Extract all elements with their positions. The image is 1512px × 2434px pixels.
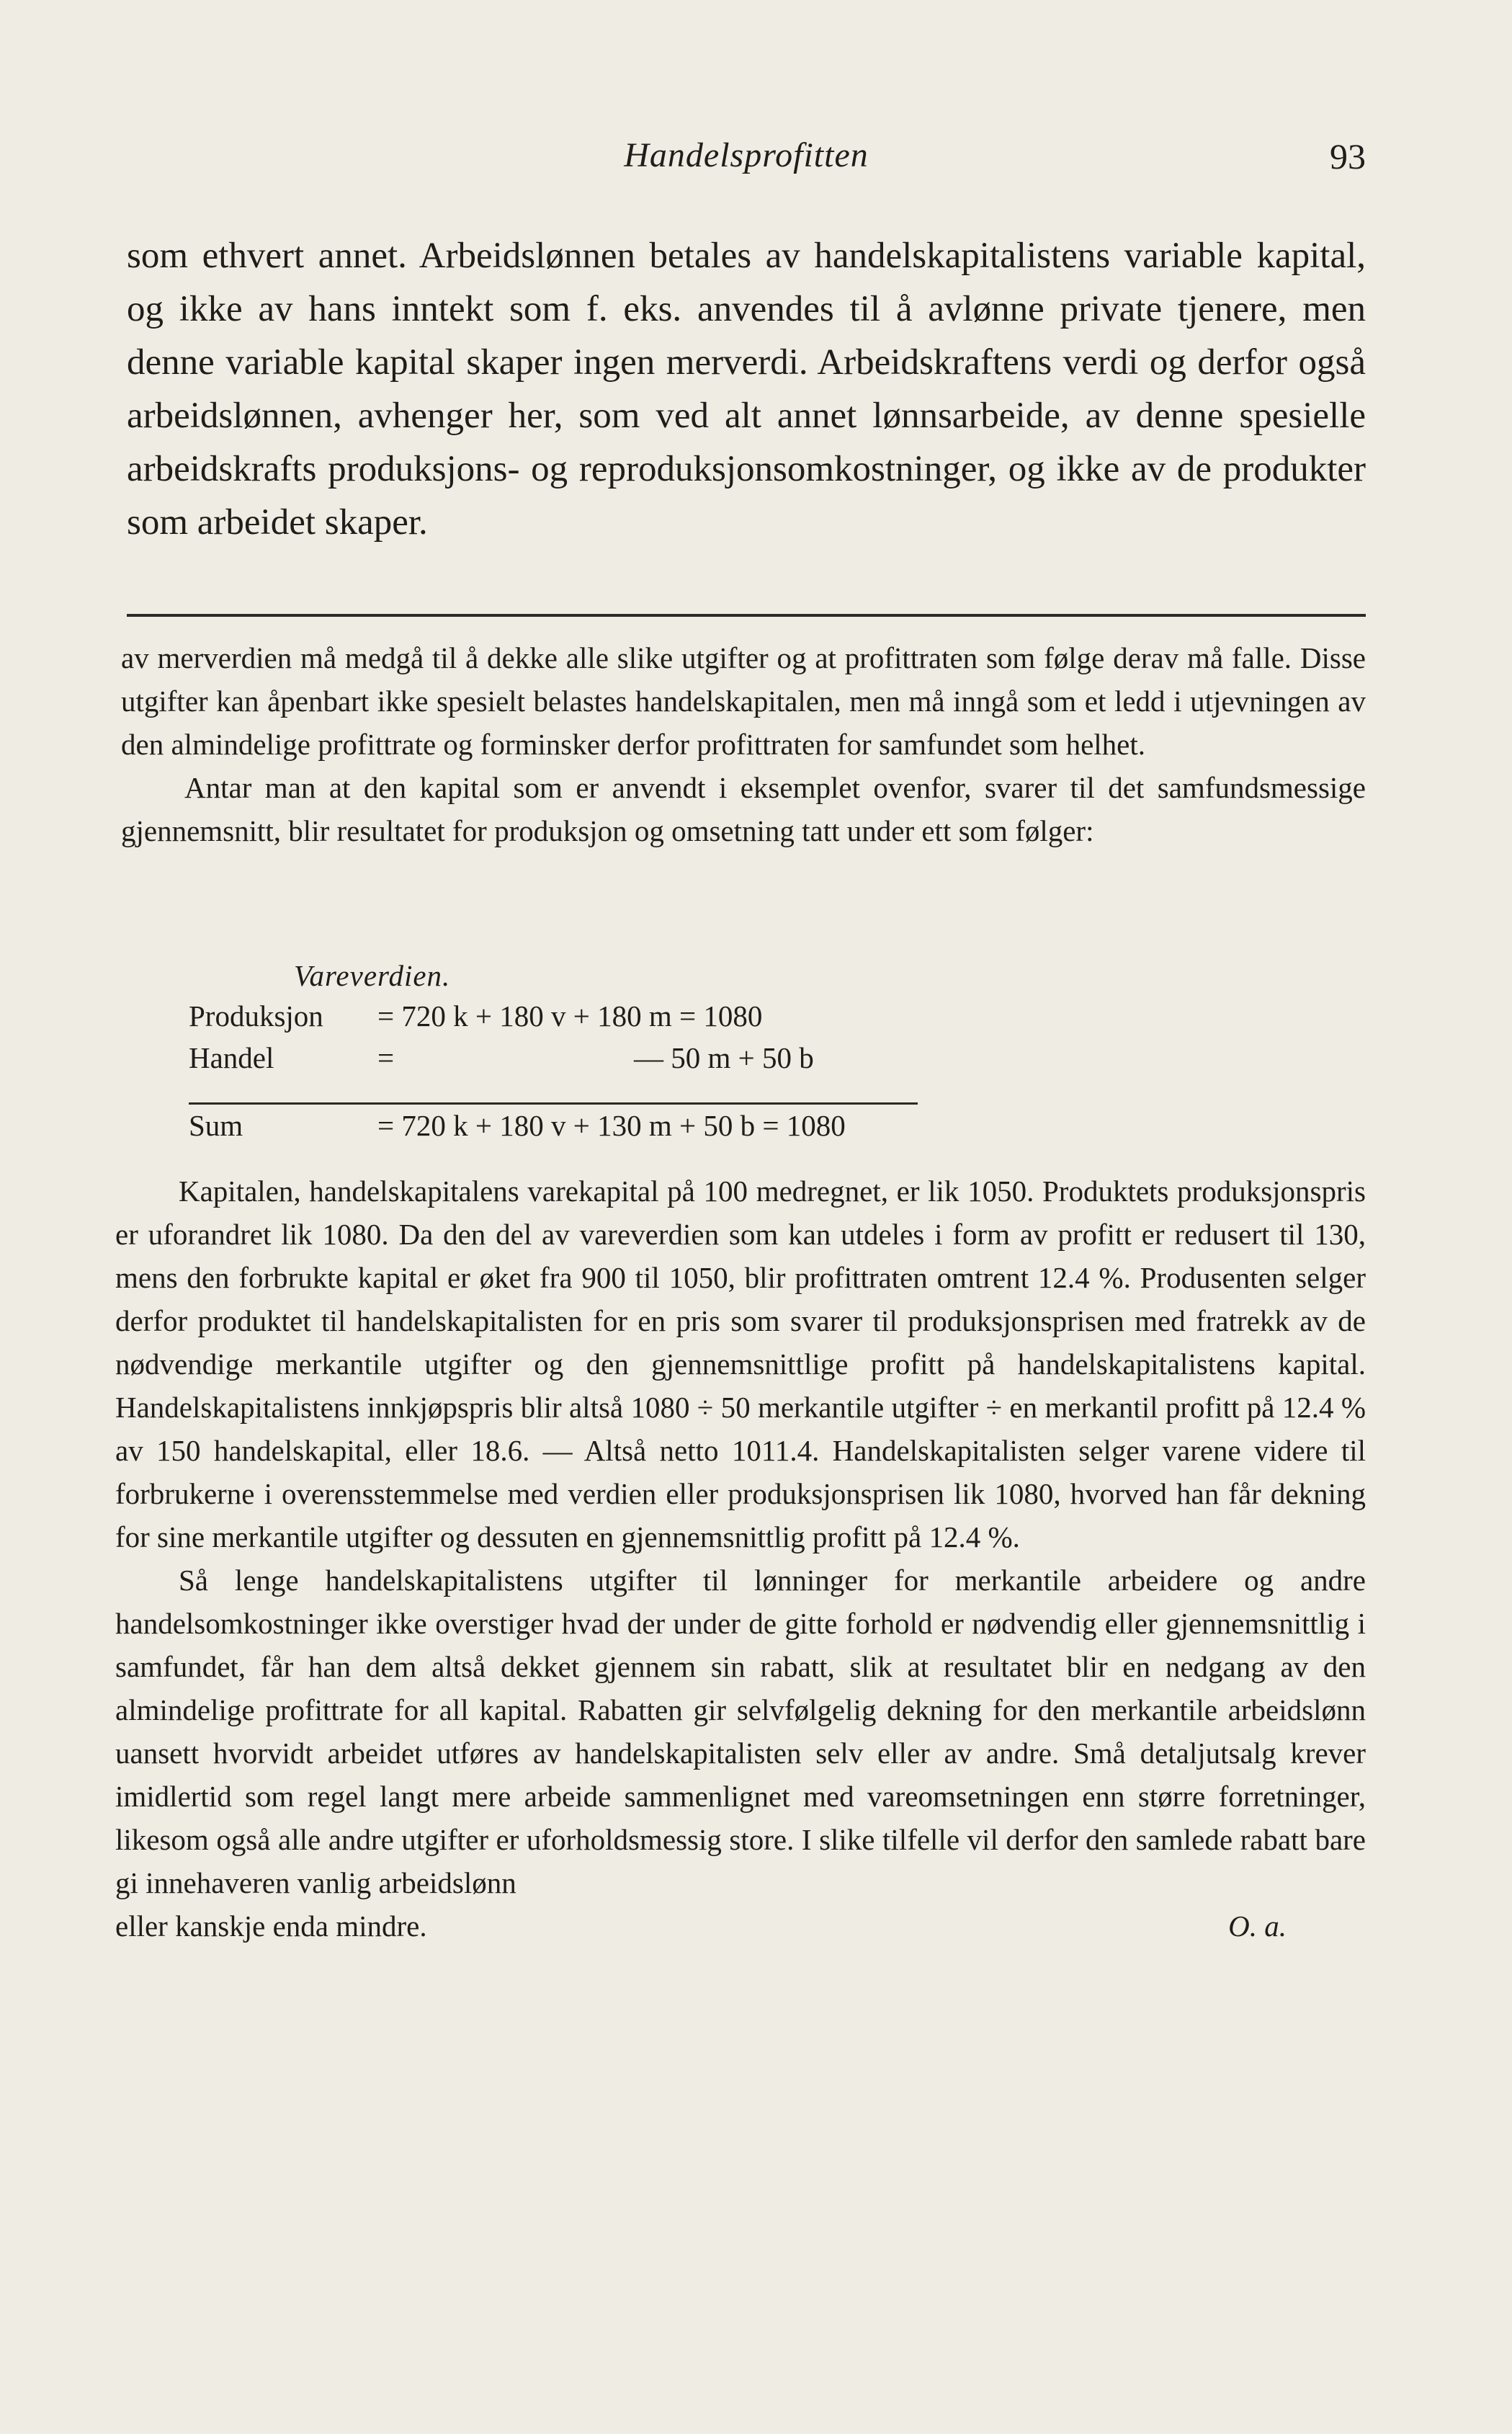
footnote-paragraph: av merverdien må medgå til å dekke alle slike utgifter og at profittraten som følge derav må falle. Disse utgifter kan åpenbart ikke spesielt belastes handelskapitalen, men må inngå som et ledd i utjevningen av den almindelige profittrate og forminsker derfor profittraten for samfundet som helhet.: [121, 641, 1366, 761]
footnote-paragraph: Antar man at den kapital som er anvendt i eksemplet ovenfor, svarer til det samfundsmessige gjennemsnitt, blir resultatet for produksjon og omsetning tatt under ett som følger:: [121, 771, 1366, 847]
main-text: [127, 229, 1366, 549]
sum-rule: [189, 1102, 918, 1105]
closing-last-line: [115, 1904, 1366, 1948]
closing-paragraph: Kapitalen, handelskapitalens varekapital på 100 medregnet, er lik 1050. Produktets produksjonspris er uforandret lik 1080. Da den del av vareverdien som kan utdeles i form av profitt er redusert til 130, mens den forbrukte kapital er øket fra 900 til 1050, blir profittraten omtrent 12.4 %. Produsenten selger derfor produktet til handelskapitalisten for en pris som svarer til produksjonsprisen med fratrekk av de nødvendige merkantile utgifter og den gjennemsnittlige profitt på handelskapitalistens kapital. Handelskapitalistens innkjøpspris blir altså 1080 ÷ 50 merkantile utgifter ÷ en merkantil profitt på 12.4 % av 150 handelskapital, eller 18.6. — Altså netto 1011.4. Handelskapitalisten selger varene videre til forbrukerne i overensstemmelse med verdien eller produksjonsprisen lik 1080, hvorved han får dekning for sine merkantile utgifter og dessuten en gjennemsnittlig profitt på 12.4 %.: [115, 1174, 1366, 1553]
sum-equation: = 720 k + 180 v + 130 m + 50 b = 1080: [377, 1109, 846, 1142]
trade-equals: =: [377, 1041, 395, 1074]
production-equation: = 720 k + 180 v + 180 m = 1080: [377, 999, 763, 1033]
closing-last-line-text: eller kanskje enda mindre.: [115, 1909, 427, 1943]
sum-label: Sum: [189, 1109, 243, 1142]
closing-text: [115, 1169, 1366, 1948]
running-title: Handelsprofitten: [624, 136, 869, 174]
trade-label: Handel: [189, 1041, 274, 1074]
running-header: [127, 128, 1366, 186]
main-paragraph: som ethvert annet. Arbeidslønnen betales av handelskapitalistens variable kapital, og ikke av hans inntekt som f. eks. anvendes til å avlønne private tjenere, men denne variable kapital skaper ingen merverdi. Arbeidskraftens verdi og derfor også arbeidslønnen, avhenger her, som ved alt annet lønnsarbeide, av denne spesielle arbeidskrafts produksjons- og reproduksjonsomkostninger, og ikke av de produkter som arbeidet skaper.: [127, 236, 1366, 543]
calculation-heading: Vareverdien.: [294, 959, 451, 992]
signature: O. a.: [1228, 1909, 1287, 1943]
production-label: Produksjon: [189, 999, 323, 1033]
footnote-divider: [127, 614, 1366, 617]
trade-equation: — 50 m + 50 b: [634, 1041, 814, 1074]
footnote: [121, 636, 1366, 852]
closing-paragraph: Så lenge handelskapitalistens utgifter til lønninger for merkantile arbeidere og andre handelsomkostninger ikke overstiger hvad der under de gitte forhold er nødvendig eller gjennemsnittlig i samfundet, får han dem altså dekket gjennem sin rabatt, slik at resultatet blir en nedgang av den almindelige profittrate for all kapital. Rabatten gir selvfølgelig dekning for den merkantile arbeidslønn uansett hvorvidt arbeidet utføres av handelskapitalisten selv eller av andre. Små detaljutsalg krever imidlertid som regel langt mere arbeide sammenlignet med vareomsetningen enn større forretninger, likesom også alle andre utgifter er uforholdsmessig store. I slike tilfelle vil derfor den samlede rabatt bare gi innehaveren vanlig arbeidslønn: [115, 1564, 1366, 1899]
page-number: 93: [1330, 136, 1366, 177]
